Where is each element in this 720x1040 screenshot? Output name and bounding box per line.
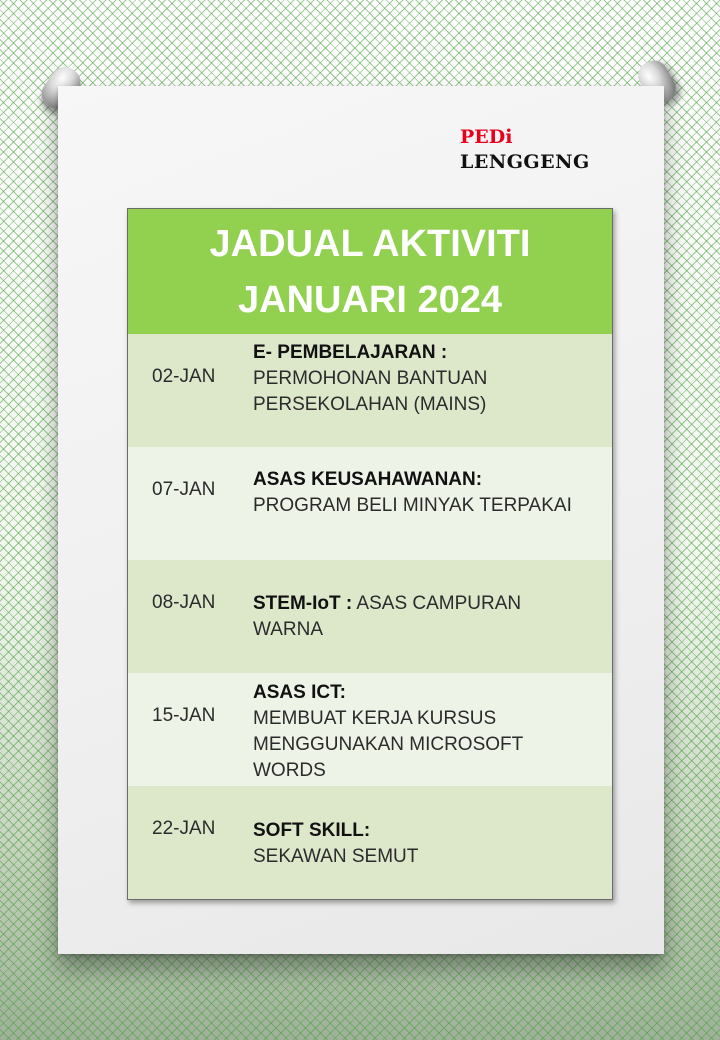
activity-detail: WORDS bbox=[253, 760, 326, 781]
activity-category: ASAS ICT: bbox=[253, 682, 346, 703]
activity-date: 07-JAN bbox=[152, 479, 216, 500]
activity-category: ASAS KEUSAHAWANAN: bbox=[253, 469, 483, 490]
activity-row bbox=[128, 560, 612, 673]
activity-category: SOFT SKILL: bbox=[253, 820, 371, 841]
activity-description bbox=[253, 340, 598, 418]
activity-detail: PERMOHONAN BANTUAN bbox=[253, 368, 488, 389]
activity-category: E- PEMBELAJARAN : bbox=[253, 342, 448, 363]
activity-row bbox=[128, 786, 612, 899]
activity-detail: SEKAWAN SEMUT bbox=[253, 846, 419, 867]
brand-line2: LENGGENG bbox=[460, 151, 590, 173]
brand-line1: PEDi bbox=[460, 126, 513, 148]
activity-date: 22-JAN bbox=[152, 818, 216, 839]
activity-row bbox=[128, 673, 612, 786]
activity-description bbox=[253, 591, 598, 643]
schedule-card bbox=[127, 208, 613, 900]
activity-description bbox=[253, 680, 598, 784]
activity-date: 15-JAN bbox=[152, 705, 216, 726]
title-line2: JANUARI 2024 bbox=[238, 278, 502, 321]
brand-logo bbox=[460, 128, 590, 172]
activity-detail: MEMBUAT KERJA KURSUS bbox=[253, 708, 497, 729]
activity-date: 02-JAN bbox=[152, 366, 216, 387]
activity-detail: ASAS CAMPURAN bbox=[352, 593, 522, 614]
activity-detail: MENGGUNAKAN MICROSOFT bbox=[253, 734, 524, 755]
activity-detail: PROGRAM BELI MINYAK TERPAKAI bbox=[253, 495, 572, 516]
title-line1: JADUAL AKTIVITI bbox=[209, 222, 531, 265]
activity-detail: WARNA bbox=[253, 619, 324, 640]
activity-detail: PERSEKOLAHAN (MAINS) bbox=[253, 394, 487, 415]
activity-category: STEM-IoT : bbox=[253, 593, 353, 614]
activity-date: 08-JAN bbox=[152, 592, 216, 613]
activity-description bbox=[253, 818, 598, 870]
schedule-header bbox=[128, 209, 612, 334]
activity-row bbox=[128, 334, 612, 447]
activity-description bbox=[253, 467, 598, 519]
activity-row bbox=[128, 447, 612, 560]
